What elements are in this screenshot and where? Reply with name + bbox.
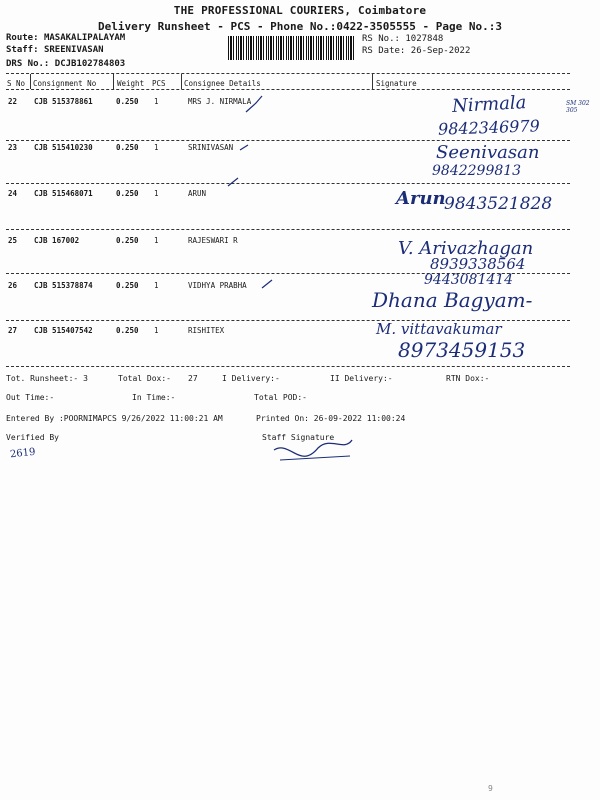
row-consignment: CJB 515378874 bbox=[34, 281, 93, 290]
tick-mark bbox=[240, 145, 248, 150]
col-header-pcs: PCS bbox=[152, 79, 166, 88]
row-consignee: VIDHYA PRABHA bbox=[188, 281, 247, 290]
row-weight: 0.250 bbox=[116, 236, 139, 245]
row-pcs: 1 bbox=[154, 326, 159, 335]
route-label: Route: bbox=[6, 33, 39, 43]
handwritten-phone: 9843521828 bbox=[444, 194, 553, 214]
rs-no-label: RS No.: bbox=[362, 34, 400, 44]
row-consignment: CJB 515407542 bbox=[34, 326, 93, 335]
row-pcs: 1 bbox=[154, 189, 159, 198]
row-sno: 27 bbox=[8, 326, 18, 335]
col-header-signature: Signature bbox=[376, 79, 417, 88]
staff-signature-label: Staff Signature bbox=[262, 433, 335, 442]
col-header-consignee: Consignee Details bbox=[184, 79, 261, 88]
row-weight: 0.250 bbox=[116, 143, 139, 152]
row-consignment: CJB 515378861 bbox=[34, 97, 93, 106]
rtn-dox: RTN Dox:- bbox=[446, 374, 490, 383]
out-time: Out Time:- bbox=[6, 393, 55, 402]
i-delivery: I Delivery:- bbox=[222, 374, 280, 383]
row-weight: 0.250 bbox=[116, 326, 139, 335]
handwritten-signature: V. Arivazhagan bbox=[398, 238, 534, 259]
row-consignee: RAJESWARI R bbox=[188, 236, 238, 245]
staff-signature-underline bbox=[280, 456, 350, 460]
row-consignee: SRINIVASAN bbox=[188, 143, 234, 152]
row-sno: 23 bbox=[8, 143, 18, 152]
total-pod: Total POD:- bbox=[254, 393, 307, 402]
handwritten-phone: 9842346979 bbox=[437, 116, 541, 139]
col-header-consignment: Consignment No bbox=[33, 79, 97, 88]
staff-label: Staff: bbox=[6, 45, 39, 55]
handwritten-signature: Dhana Bagyam- bbox=[372, 288, 533, 312]
drs-value: DCJB102784803 bbox=[54, 59, 126, 69]
tick-mark bbox=[228, 178, 238, 186]
document-subtitle: Delivery Runsheet - PCS - Phone No.:0422-3505555 - Page No.:3 bbox=[98, 20, 502, 33]
printed-on: Printed On: 26-09-2022 11:00:24 bbox=[256, 414, 406, 423]
rs-date-value: 26-Sep-2022 bbox=[410, 46, 471, 56]
staff-signature-scrawl bbox=[274, 440, 352, 456]
row-weight: 0.250 bbox=[116, 97, 139, 106]
verified-by-label: Verified By bbox=[6, 433, 59, 442]
handwritten-signature: Nirmala bbox=[451, 92, 527, 117]
verified-mark: 2619 bbox=[9, 446, 36, 461]
tick-mark bbox=[262, 280, 272, 288]
row-pcs: 1 bbox=[154, 236, 159, 245]
row-pcs: 1 bbox=[154, 281, 159, 290]
row-consignee: ARUN bbox=[188, 189, 207, 198]
row-consignment: CJB 167002 bbox=[34, 236, 80, 245]
staff-value: SREENIVASAN bbox=[43, 45, 104, 55]
handwritten-signature: Seenivasan bbox=[436, 142, 540, 163]
rs-no-value: 1027848 bbox=[405, 34, 444, 44]
row-weight: 0.250 bbox=[116, 281, 139, 290]
drs-label: DRS No.: bbox=[6, 59, 50, 69]
handwritten-phone: 8973459153 bbox=[398, 338, 526, 362]
handwritten-note: SM 302 305 bbox=[566, 100, 590, 114]
handwritten-signature: Arun bbox=[396, 188, 446, 209]
page-mark: 9 bbox=[488, 784, 493, 793]
handwritten-phone: 9842299813 bbox=[432, 163, 522, 179]
handwritten-phone: 8939338564 bbox=[430, 255, 526, 273]
rs-date-label: RS Date: bbox=[362, 46, 406, 56]
ii-delivery: II Delivery:- bbox=[330, 374, 393, 383]
row-pcs: 1 bbox=[154, 97, 159, 106]
row-consignment: CJB 515410230 bbox=[34, 143, 93, 152]
row-pcs: 1 bbox=[154, 143, 159, 152]
tot-runsheet: Tot. Runsheet:- 3 bbox=[6, 374, 88, 383]
row-consignment: CJB 515468071 bbox=[34, 189, 93, 198]
row-sno: 26 bbox=[8, 281, 18, 290]
row-consignee: MRS J. NIRMALA bbox=[188, 97, 252, 106]
row-sno: 24 bbox=[8, 189, 18, 198]
handwritten-signature: M. vittavakumar bbox=[376, 320, 502, 338]
total-dox-label: Total Dox:- bbox=[118, 374, 171, 383]
col-header-weight: Weight bbox=[117, 79, 145, 88]
row-sno: 25 bbox=[8, 236, 18, 245]
handwritten-phone: 9443081414 bbox=[424, 272, 514, 288]
entered-by: Entered By :POORNIMAPCS 9/26/2022 11:00:21 AM bbox=[6, 414, 223, 423]
tick-mark bbox=[246, 96, 262, 112]
row-consignee: RISHITEX bbox=[188, 326, 225, 335]
route-value: MASAKALIPALAYAM bbox=[43, 33, 126, 43]
total-dox-value: 27 bbox=[188, 374, 198, 383]
col-header-sno: S No bbox=[7, 79, 26, 88]
row-weight: 0.250 bbox=[116, 189, 139, 198]
in-time: In Time:- bbox=[132, 393, 176, 402]
row-sno: 22 bbox=[8, 97, 18, 106]
document-title: THE PROFESSIONAL COURIERS, Coimbatore bbox=[173, 4, 427, 17]
